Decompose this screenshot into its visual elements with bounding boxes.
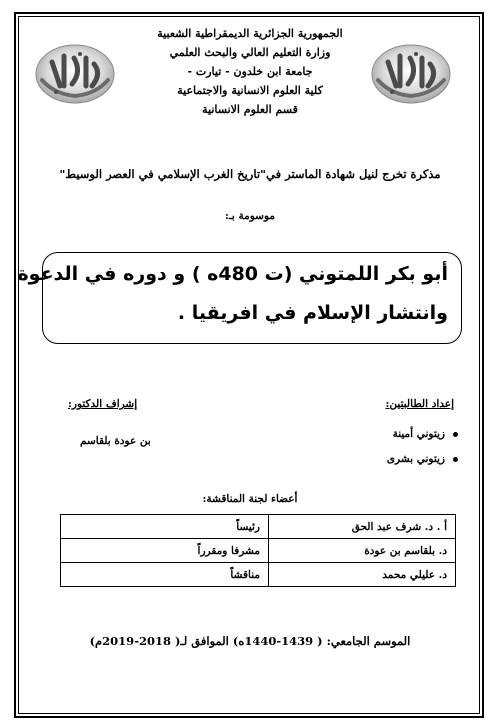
header-department: قسم العلوم الانسانية bbox=[202, 103, 298, 116]
supervisor-label: إشراف الدكتور: bbox=[68, 398, 138, 410]
member-name: د. عليلي محمد bbox=[269, 563, 456, 587]
university-logo-right bbox=[370, 42, 452, 106]
list-item bbox=[387, 453, 458, 478]
table-row bbox=[61, 539, 456, 563]
member-role: مشرفا ومقرراً bbox=[61, 539, 269, 563]
inner-border bbox=[18, 16, 480, 714]
thesis-subtitle: مذكرة تخرج لنيل شهادة الماستر في"تاريخ الغرب الإسلامي في العصر الوسيط" bbox=[59, 167, 441, 181]
student-name: زيتوني أمينة bbox=[392, 428, 445, 440]
table-row bbox=[61, 563, 456, 587]
thesis-title-line2: وانتشار الإسلام في افريقيا . bbox=[177, 302, 448, 324]
bullet-icon bbox=[453, 432, 458, 437]
committee-table bbox=[60, 514, 456, 587]
table-row bbox=[61, 515, 456, 539]
member-name: د. بلقاسم بن عودة bbox=[269, 539, 456, 563]
student-name: زيتوني بشرى bbox=[386, 453, 445, 465]
prepared-by-label: إعداد الطالبتين: bbox=[385, 398, 454, 410]
academic-season: الموسم الجامعي: ( 1439-1440ه) الموافق لـ( 2018-2019م) bbox=[89, 634, 411, 648]
students-list bbox=[387, 428, 458, 478]
thesis-title-line1: أبو بكر اللمتوني (ت 480ه ) و دوره في الدعوة bbox=[17, 263, 448, 285]
list-item bbox=[387, 428, 458, 453]
university-logo-left bbox=[34, 42, 116, 106]
header-republic: الجمهورية الجزائرية الديمقراطية الشعبية bbox=[157, 27, 343, 40]
bullet-icon bbox=[453, 457, 458, 462]
supervisor-name: بن عودة بلقاسم bbox=[80, 435, 151, 447]
committee-title: أعضاء لجنة المناقشة: bbox=[202, 493, 298, 505]
header-faculty: كلية العلوم الانسانية والاجتماعية bbox=[177, 84, 323, 97]
member-name: أ . د. شرف عبد الحق bbox=[269, 515, 456, 539]
member-role: رئيساً bbox=[61, 515, 269, 539]
member-role: مناقشاً bbox=[61, 563, 269, 587]
marked-label: موسومة بـ: bbox=[224, 210, 276, 222]
header-ministry: وزارة التعليم العالي والبحث العلمي bbox=[169, 46, 331, 59]
header-university: جامعة ابن خلدون - تيارت - bbox=[187, 65, 313, 78]
institution-header bbox=[120, 24, 380, 119]
